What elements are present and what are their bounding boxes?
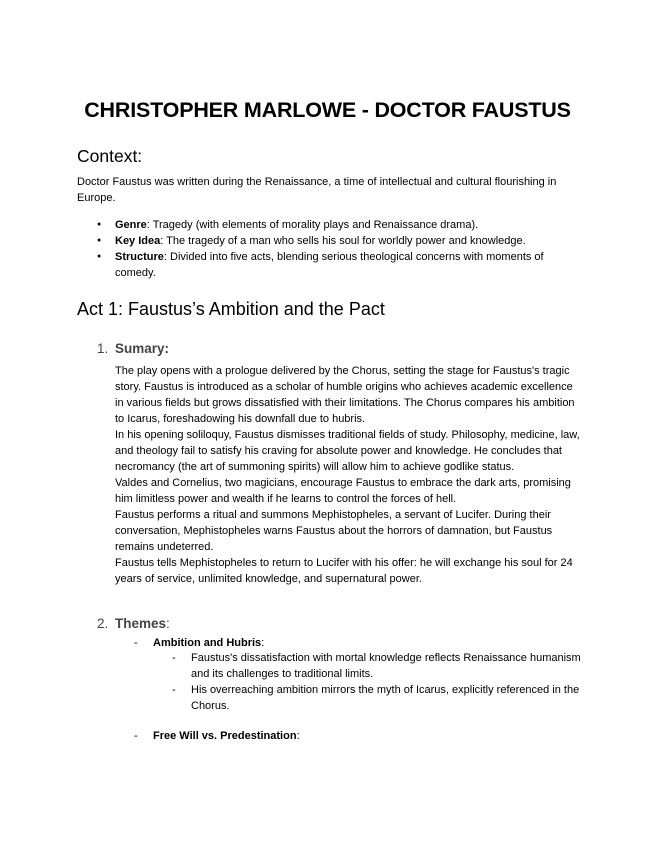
theme-point-text: Faustus's dissatisfaction with mortal knowledge reflects Renaissance humanism and its challenges to traditional limits. — [191, 652, 581, 680]
summary-paragraph: The play opens with a prologue delivered by the Chorus, setting the stage for Faustus's tragic story. Faustus is introduced as a scholar of humble origins who achieves academic excellence in various fields but grows dissatisfied with their limitations. The Chorus compares his ambition to Icarus, foreshadowing his downfall due to hubris. — [115, 365, 575, 425]
dash-marker: - — [172, 652, 176, 664]
dash-marker: - — [172, 684, 176, 696]
theme-title: Ambition and Hubris: — [153, 637, 265, 649]
dash-marker: - — [134, 637, 138, 649]
themes-heading: Themes: — [115, 616, 170, 631]
bullet-text: : Divided into five acts, blending serious theological concerns with moments of comedy. — [115, 251, 544, 279]
summary-paragraph: Valdes and Cornelius, two magicians, encourage Faustus to embrace the dark arts, promising him limitless power and wealth if he learns to control the forces of hell. — [115, 477, 571, 505]
list-number: 2. — [97, 616, 109, 631]
summary-body — [115, 363, 580, 587]
theme-point — [172, 650, 582, 682]
summary-paragraph: In his opening soliloquy, Faustus dismisses traditional fields of study. Philosophy, medicine, law, and theology fail to satisfy his craving for absolute power and knowledge. He concludes that necromancy (the art of summoning spirits) will allow him to achieve godlike status. — [115, 429, 580, 473]
list-item — [77, 233, 582, 249]
summary-paragraph: Faustus tells Mephistopheles to return to Lucifer with his offer: he will exchange his soul for 24 years of service, unlimited knowledge, and supernatural power. — [115, 557, 573, 585]
bullet-label: Key Idea — [115, 235, 161, 247]
context-intro: Doctor Faustus was written during the Renaissance, a time of intellectual and cultural flourishing in Europe. — [77, 176, 557, 204]
summary-paragraph: Faustus performs a ritual and summons Mephistopheles, a servant of Lucifer. During their conversation, Mephistopheles warns Faustus about the horrors of damnation, but Faustus remains undeterred. — [115, 509, 553, 553]
bullet-text: : The tragedy of a man who sells his soul for worldly power and knowledge. — [160, 235, 526, 247]
list-item — [77, 217, 582, 233]
document-title: CHRISTOPHER MARLOWE - DOCTOR FAUSTUS — [84, 98, 571, 122]
bullet-label: Structure — [115, 251, 164, 263]
context-bullet-list — [77, 217, 582, 281]
theme-point — [172, 682, 582, 714]
list-item — [77, 249, 582, 281]
bullet-text: : Tragedy (with elements of morality plays and Renaissance drama). — [146, 219, 479, 231]
list-number: 1. — [97, 341, 109, 356]
bullet-label: Genre — [115, 219, 147, 231]
summary-heading: Sumary: — [115, 341, 170, 356]
dash-marker: - — [134, 730, 138, 742]
theme-point-text: His overreaching ambition mirrors the myth of Icarus, explicitly referenced in the Chorus. — [191, 684, 580, 712]
theme-title: Free Will vs. Predestination: — [153, 730, 300, 742]
context-heading: Context: — [77, 146, 143, 166]
act1-heading: Act 1: Faustus’s Ambition and the Pact — [77, 299, 385, 319]
